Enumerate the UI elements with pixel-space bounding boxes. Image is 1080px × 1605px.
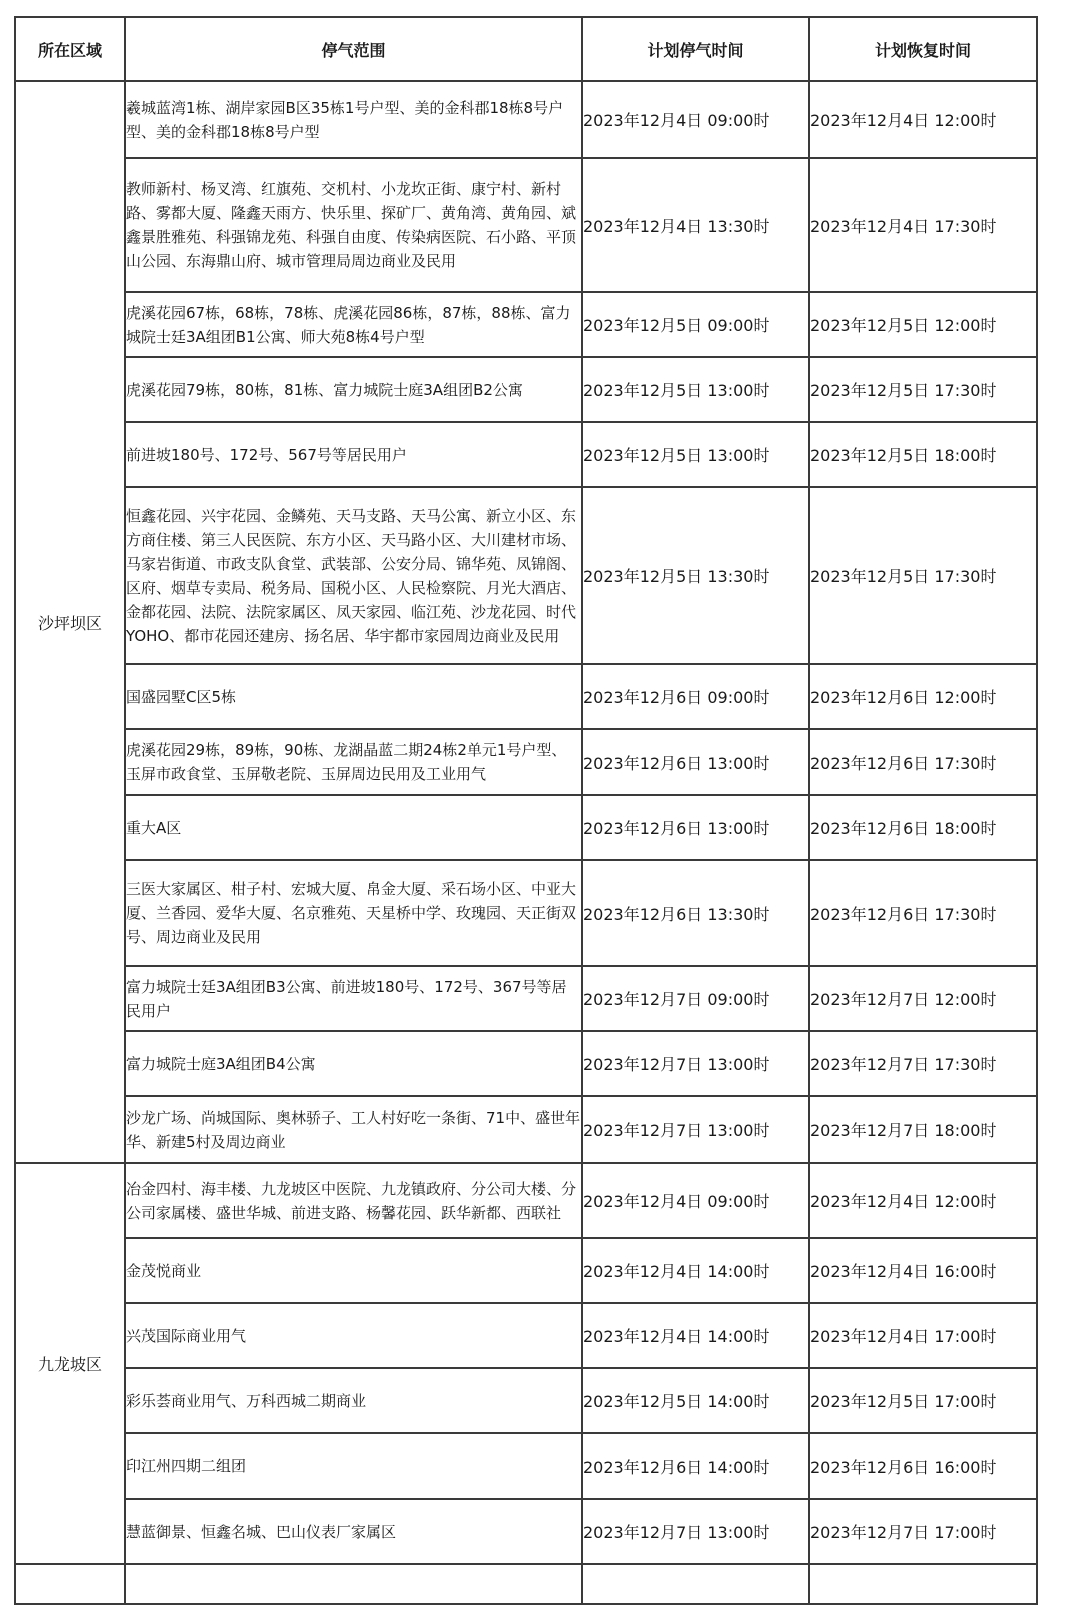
- scope-cell: 恒鑫花园、兴宇花园、金鳞苑、天马支路、天马公寓、新立小区、东方商住楼、第三人民医院、东方小区、天马路小区、大川建材市场、马家岩街道、市政支队食堂、武装部、公安分局、锦华苑、凤锦阁、区府、烟草专卖局、税务局、国税小区、人民检察院、月光大酒店、金都花园、法院、法院家属区、凤天家园、临江苑、沙龙花园、时代YOHO、都市花园还建房、扬名居、华宇都市家园周边商业及民用: [125, 487, 582, 664]
- stop-time-cell: 2023年12月4日 14:00时: [582, 1303, 809, 1368]
- resume-time-cell: 2023年12月5日 12:00时: [809, 292, 1037, 357]
- table-row: [15, 1368, 1037, 1433]
- scope-cell: 国盛园墅C区5栋: [125, 664, 582, 729]
- scope-cell-empty: [125, 1564, 582, 1604]
- table-row: [15, 1303, 1037, 1368]
- resume-time-cell: 2023年12月6日 18:00时: [809, 795, 1037, 860]
- table-row: [15, 1096, 1037, 1163]
- scope-cell: 彩乐荟商业用气、万科西城二期商业: [125, 1368, 582, 1433]
- table-row: [15, 664, 1037, 729]
- table-row-partial: [15, 1564, 1037, 1604]
- resume-time-cell: 2023年12月7日 17:00时: [809, 1499, 1037, 1564]
- stop-time-cell: 2023年12月6日 13:30时: [582, 860, 809, 966]
- stop-time-cell: 2023年12月5日 14:00时: [582, 1368, 809, 1433]
- table-row: [15, 795, 1037, 860]
- area-cell: 九龙坡区: [15, 1163, 125, 1564]
- stop-time-cell: 2023年12月6日 13:00时: [582, 729, 809, 795]
- scope-cell: 前进坡180号、172号、567号等居民用户: [125, 422, 582, 487]
- stop-time-cell: 2023年12月5日 09:00时: [582, 292, 809, 357]
- outage-schedule: [14, 16, 1036, 1605]
- stop-time-cell-empty: [582, 1564, 809, 1604]
- table-row: [15, 1433, 1037, 1499]
- resume-time-cell: 2023年12月7日 18:00时: [809, 1096, 1037, 1163]
- resume-time-cell: 2023年12月4日 17:00时: [809, 1303, 1037, 1368]
- table-row: [15, 1238, 1037, 1303]
- stop-time-cell: 2023年12月7日 13:00时: [582, 1031, 809, 1096]
- scope-cell: 慧蓝御景、恒鑫名城、巴山仪表厂家属区: [125, 1499, 582, 1564]
- stop-time-cell: 2023年12月5日 13:00时: [582, 357, 809, 422]
- table-row: [15, 158, 1037, 292]
- stop-time-cell: 2023年12月4日 09:00时: [582, 1163, 809, 1238]
- resume-time-cell: 2023年12月6日 17:30时: [809, 860, 1037, 966]
- scope-cell: 虎溪花园67栋，68栋，78栋、虎溪花园86栋，87栋，88栋、富力城院士廷3A组团B1公寓、师大苑8栋4号户型: [125, 292, 582, 357]
- table-row: [15, 292, 1037, 357]
- scope-cell: 印江州四期二组团: [125, 1433, 582, 1499]
- scope-cell: 冶金四村、海丰楼、九龙坡区中医院、九龙镇政府、分公司大楼、分公司家属楼、盛世华城、前进支路、杨馨花园、跃华新都、西联社: [125, 1163, 582, 1238]
- scope-cell: 教师新村、杨叉湾、红旗苑、交机村、小龙坎正街、康宁村、新村路、雾都大厦、隆鑫天雨方、快乐里、探矿厂、黄角湾、黄角园、斌鑫景胜雅苑、科强锦龙苑、科强自由度、传染病医院、石小路、平顶山公园、东海鼎山府、城市管理局周边商业及民用: [125, 158, 582, 292]
- area-cell: 沙坪坝区: [15, 81, 125, 1163]
- stop-time-cell: 2023年12月7日 13:00时: [582, 1499, 809, 1564]
- table-row: [15, 1031, 1037, 1096]
- table-row: [15, 422, 1037, 487]
- stop-time-cell: 2023年12月5日 13:30时: [582, 487, 809, 664]
- scope-cell: 富力城院士庭3A组团B4公寓: [125, 1031, 582, 1096]
- resume-time-cell: 2023年12月6日 12:00时: [809, 664, 1037, 729]
- scope-cell: 三医大家属区、柑子村、宏城大厦、帛金大厦、采石场小区、中亚大厦、兰香园、爱华大厦、名京雅苑、天星桥中学、玫瑰园、天正街双号、周边商业及民用: [125, 860, 582, 966]
- header-stop-time: 计划停气时间: [582, 17, 809, 81]
- resume-time-cell: 2023年12月5日 17:00时: [809, 1368, 1037, 1433]
- resume-time-cell-empty: [809, 1564, 1037, 1604]
- header-area: 所在区域: [15, 17, 125, 81]
- table-row: [15, 81, 1037, 158]
- stop-time-cell: 2023年12月6日 14:00时: [582, 1433, 809, 1499]
- stop-time-cell: 2023年12月7日 13:00时: [582, 1096, 809, 1163]
- resume-time-cell: 2023年12月4日 17:30时: [809, 158, 1037, 292]
- scope-cell: 金茂悦商业: [125, 1238, 582, 1303]
- resume-time-cell: 2023年12月4日 12:00时: [809, 81, 1037, 158]
- table-row: [15, 1499, 1037, 1564]
- resume-time-cell: 2023年12月5日 17:30时: [809, 487, 1037, 664]
- stop-time-cell: 2023年12月4日 14:00时: [582, 1238, 809, 1303]
- resume-time-cell: 2023年12月5日 17:30时: [809, 357, 1037, 422]
- scope-cell: 富力城院士廷3A组团B3公寓、前进坡180号、172号、367号等居民用户: [125, 966, 582, 1031]
- stop-time-cell: 2023年12月6日 09:00时: [582, 664, 809, 729]
- table-row: [15, 1163, 1037, 1238]
- table-row: [15, 487, 1037, 664]
- scope-cell: 沙龙广场、尚城国际、奥林骄子、工人村好吃一条街、71中、盛世年华、新建5村及周边商业: [125, 1096, 582, 1163]
- resume-time-cell: 2023年12月4日 16:00时: [809, 1238, 1037, 1303]
- header-scope: 停气范围: [125, 17, 582, 81]
- table-row: [15, 729, 1037, 795]
- scope-cell: 羲城蓝湾1栋、湖岸家园B区35栋1号户型、美的金科郡18栋8号户型、美的金科郡18栋8号户型: [125, 81, 582, 158]
- table-row: [15, 966, 1037, 1031]
- resume-time-cell: 2023年12月5日 18:00时: [809, 422, 1037, 487]
- scope-cell: 虎溪花园79栋，80栋，81栋、富力城院士庭3A组团B2公寓: [125, 357, 582, 422]
- resume-time-cell: 2023年12月6日 17:30时: [809, 729, 1037, 795]
- header-resume-time: 计划恢复时间: [809, 17, 1037, 81]
- stop-time-cell: 2023年12月6日 13:00时: [582, 795, 809, 860]
- area-cell-empty: [15, 1564, 125, 1604]
- scope-cell: 兴茂国际商业用气: [125, 1303, 582, 1368]
- resume-time-cell: 2023年12月4日 12:00时: [809, 1163, 1037, 1238]
- resume-time-cell: 2023年12月7日 12:00时: [809, 966, 1037, 1031]
- table-row: [15, 860, 1037, 966]
- header-row: [15, 17, 1037, 81]
- resume-time-cell: 2023年12月7日 17:30时: [809, 1031, 1037, 1096]
- scope-cell: 虎溪花园29栋，89栋，90栋、龙湖晶蓝二期24栋2单元1号户型、玉屏市政食堂、玉屏敬老院、玉屏周边民用及工业用气: [125, 729, 582, 795]
- stop-time-cell: 2023年12月5日 13:00时: [582, 422, 809, 487]
- resume-time-cell: 2023年12月6日 16:00时: [809, 1433, 1037, 1499]
- scope-cell: 重大A区: [125, 795, 582, 860]
- stop-time-cell: 2023年12月4日 09:00时: [582, 81, 809, 158]
- table-row: [15, 357, 1037, 422]
- stop-time-cell: 2023年12月4日 13:30时: [582, 158, 809, 292]
- stop-time-cell: 2023年12月7日 09:00时: [582, 966, 809, 1031]
- outage-table: [14, 16, 1038, 1605]
